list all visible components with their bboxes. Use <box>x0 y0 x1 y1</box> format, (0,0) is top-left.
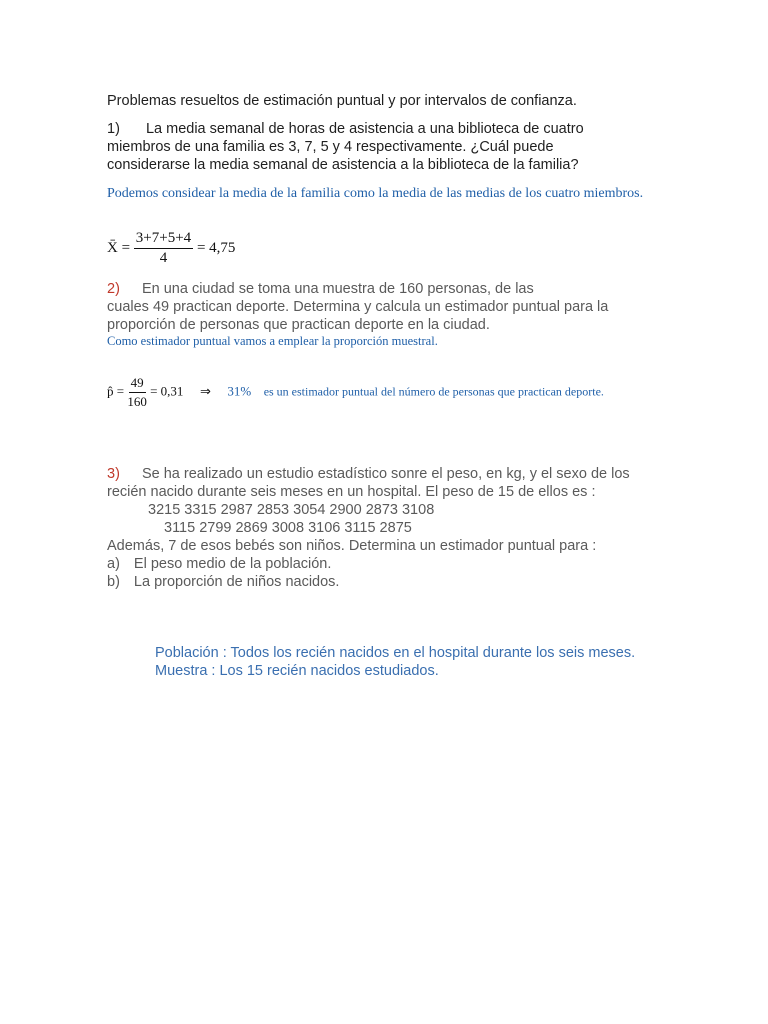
formula-1-fraction <box>134 230 193 267</box>
document-title: Problemas resueltos de estimación puntual y por intervalos de confianza. <box>107 93 577 109</box>
problem-2-number: 2) <box>107 281 120 297</box>
problem-3-line-2: recién nacido durante seis meses en un hospital. El peso de 15 de ellos es : <box>107 484 596 500</box>
formula-2-fraction <box>127 375 147 410</box>
formula-1-lhs: X̄ = <box>107 239 131 256</box>
formula-2-percent: 31% <box>227 383 252 399</box>
formula-1-denominator: 4 <box>159 250 168 266</box>
problem-3-line-5: Además, 7 de esos bebés son niños. Determina un estimador puntual para : <box>107 538 597 554</box>
item-a-text: El peso medio de la población. <box>133 556 332 572</box>
problem-2-line-3: proporción de personas que practican deporte en la ciudad. <box>107 317 490 333</box>
problem-1-line-1: La media semanal de horas de asistencia a una biblioteca de cuatro <box>145 121 584 137</box>
implies-arrow-icon: ⇒ <box>199 383 211 399</box>
problem-1 <box>107 120 584 174</box>
problem-1-number: 1) <box>107 121 120 137</box>
problem-3-line-1: Se ha realizado un estudio estadístico sonre el peso, en kg, y el sexo de los <box>141 466 630 482</box>
formula-1-result: = 4,75 <box>196 239 236 256</box>
problem-3-answer <box>155 644 635 680</box>
formula-2-numerator: 49 <box>129 375 146 393</box>
problem-2-line-1: En una ciudad se toma una muestra de 160 personas, de las <box>141 281 534 297</box>
formula-2-conclusion: es un estimador puntual del número de personas que practican deporte. <box>263 384 604 399</box>
problem-1-formula <box>107 230 235 267</box>
problem-3 <box>107 465 630 591</box>
sample-line: Muestra : Los 15 recién nacidos estudiados. <box>155 663 439 679</box>
item-b-label: b) <box>107 574 120 590</box>
problem-3-number: 3) <box>107 466 120 482</box>
problem-1-line-3: considerarse la media semanal de asistencia a la biblioteca de la familia? <box>107 157 579 173</box>
problem-2-formula <box>107 375 604 410</box>
problem-2-line-2: cuales 49 practican deporte. Determina y calcula un estimador puntual para la <box>107 299 609 315</box>
problem-2 <box>107 280 608 334</box>
weights-row-2: 3115 2799 2869 3008 3106 3115 2875 <box>164 520 412 536</box>
item-a-label: a) <box>107 556 120 572</box>
problem-1-answer: Podemos considear la media de la familia como la media de las medias de los cuatro miembros. <box>107 186 644 201</box>
problem-1-line-2: miembros de una familia es 3, 7, 5 y 4 respectivamente. ¿Cuál puede <box>107 139 554 155</box>
formula-2-result: = 0,31 <box>150 383 184 399</box>
weights-row-1: 3215 3315 2987 2853 3054 2900 2873 3108 <box>148 502 435 518</box>
formula-1-numerator: 3+7+5+4 <box>134 230 193 249</box>
item-b-text: La proporción de niños nacidos. <box>133 574 340 590</box>
population-line: Población : Todos los recién nacidos en el hospital durante los seis meses. <box>155 645 636 661</box>
formula-2-denominator: 160 <box>127 394 147 409</box>
formula-2-lhs: p̂ = <box>107 383 125 399</box>
problem-2-answer: Como estimador puntual vamos a emplear la proporción muestral. <box>107 334 438 348</box>
